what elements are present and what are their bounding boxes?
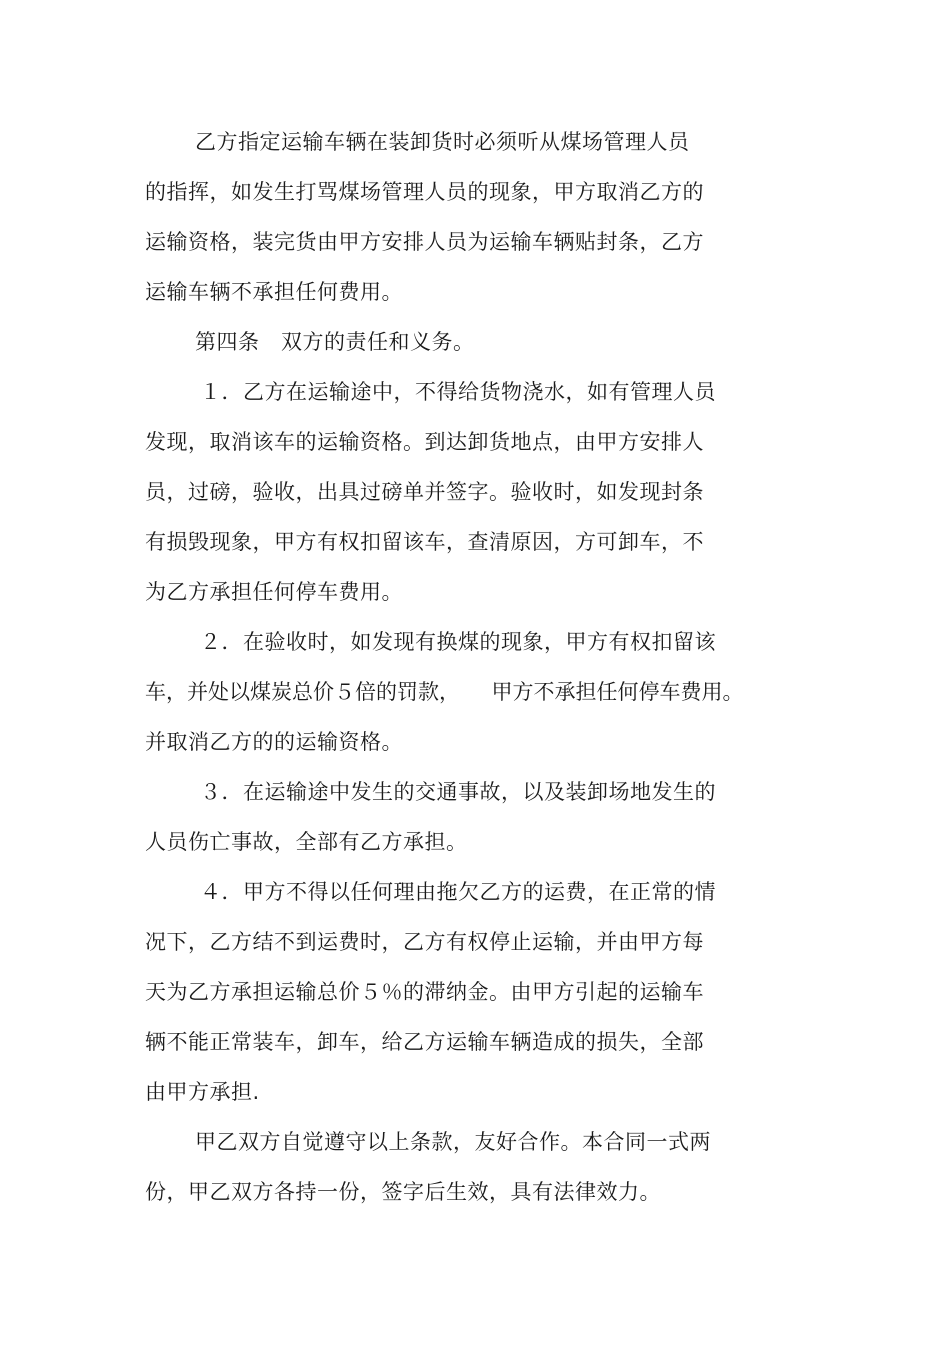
paragraph-line: 员，过磅，验收，出具过磅单并签字。验收时，如发现封条 bbox=[145, 480, 704, 504]
paragraph-line: 况下，乙方结不到运费时，乙方有权停止运输，并由甲方每 bbox=[145, 930, 704, 954]
section-heading: 第四条 双方的责任和义务。 bbox=[195, 330, 475, 354]
paragraph-line: 乙方指定运输车辆在装卸货时必须听从煤场管理人员 bbox=[195, 130, 690, 154]
paragraph-line: １．乙方在运输途中，不得给货物浇水，如有管理人员 bbox=[200, 380, 716, 404]
paragraph-line: 人员伤亡事故，全部有乙方承担。 bbox=[145, 830, 468, 854]
paragraph-line: 并取消乙方的的运输资格。 bbox=[145, 730, 403, 754]
paragraph-line: 天为乙方承担运输总价５％的滞纳金。由甲方引起的运输车 bbox=[145, 980, 704, 1004]
paragraph-line: 有损毁现象，甲方有权扣留该车，查清原因，方可卸车，不 bbox=[145, 530, 704, 554]
paragraph-line: 辆不能正常装车，卸车，给乙方运输车辆造成的损失，全部 bbox=[145, 1030, 704, 1054]
paragraph-line: 甲乙双方自觉遵守以上条款，友好合作。本合同一式两 bbox=[195, 1130, 711, 1154]
paragraph-line: ４．甲方不得以任何理由拖欠乙方的运费，在正常的情 bbox=[200, 880, 716, 904]
paragraph-line: 为乙方承担任何停车费用。 bbox=[145, 580, 403, 604]
paragraph-line: 份，甲乙双方各持一份，签字后生效，具有法律效力。 bbox=[145, 1180, 661, 1204]
paragraph-line: 车，并处以煤炭总价５倍的罚款， 甲方不承担任何停车费用。 bbox=[145, 680, 744, 704]
paragraph-line: 由甲方承担. bbox=[145, 1080, 260, 1104]
paragraph-line: 运输车辆不承担任何费用。 bbox=[145, 280, 403, 304]
paragraph-line: ２．在验收时，如发现有换煤的现象，甲方有权扣留该 bbox=[200, 630, 716, 654]
paragraph-line: ３．在运输途中发生的交通事故，以及装卸场地发生的 bbox=[200, 780, 716, 804]
paragraph-line: 运输资格，装完货由甲方安排人员为运输车辆贴封条，乙方 bbox=[145, 230, 704, 254]
paragraph-line: 发现，取消该车的运输资格。到达卸货地点，由甲方安排人 bbox=[145, 430, 704, 454]
paragraph-line: 的指挥，如发生打骂煤场管理人员的现象，甲方取消乙方的 bbox=[145, 180, 704, 204]
